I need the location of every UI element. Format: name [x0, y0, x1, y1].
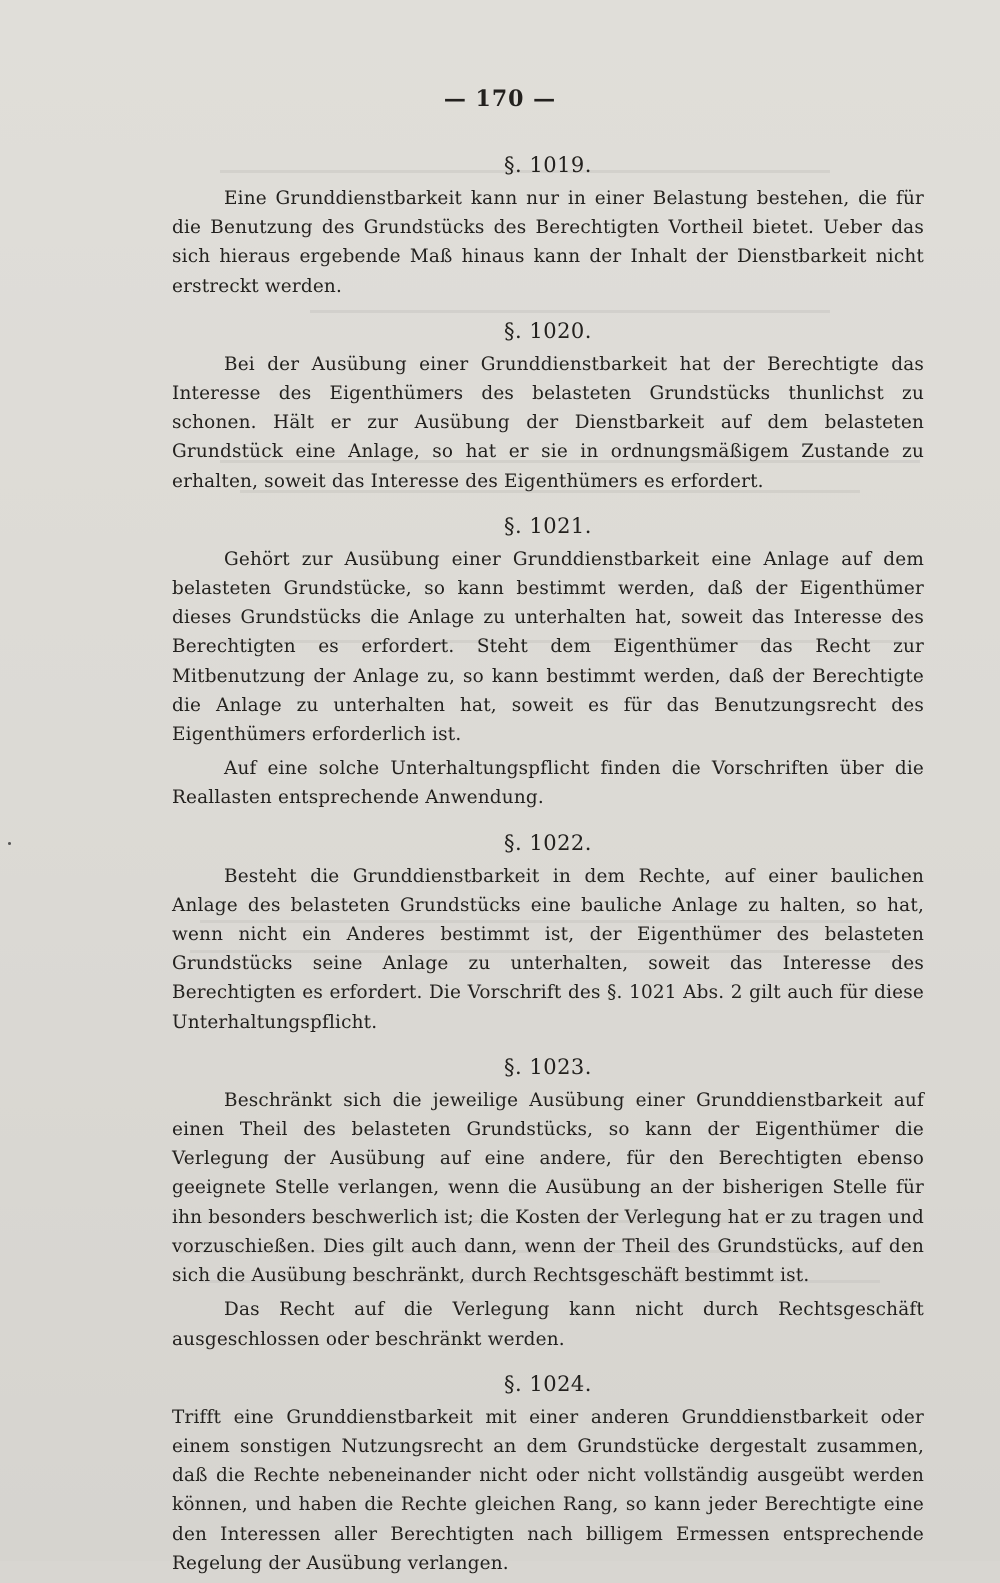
section-1022 — [172, 828, 924, 1037]
section-1020 — [172, 316, 924, 496]
section-heading: §. 1020. — [504, 318, 592, 343]
section-1024 — [172, 1369, 924, 1578]
section-heading: §. 1022. — [504, 830, 592, 855]
section-heading: §. 1019. — [504, 153, 592, 177]
section-paragraph: Das Recht auf die Verlegung kann nicht durch Rechtsgeschäft ausgeschlossen oder beschränkt werden. — [172, 1299, 924, 1350]
margin-speck — [8, 842, 11, 845]
page-number: — 170 — — [443, 86, 557, 112]
section-paragraph: Bei der Ausübung einer Grunddienstbarkeit hat der Berechtigte das Interesse des Eigenthümers des belasteten Grundstücks thunlichst zu schonen. Hält er zur Ausübung der Dienstbarkeit auf dem belasteten Grundstück eine Anlage, so hat er sie in ordnungsmäßigem Zustande zu erhalten, soweit das Interesse des Eigenthümers es erfordert. — [172, 353, 924, 492]
section-1021 — [172, 511, 924, 813]
section-paragraph: Gehört zur Ausübung einer Grunddienstbarkeit eine Anlage auf dem belasteten Grundstücke, so kann bestimmt werden, daß der Eigenthümer dieses Grundstücks die Anlage zu unterhalten hat, soweit das Interesse des Berechtigten es erfordert. Steht dem Eigenthümer das Recht zur Mitbenutzung der Anlage zu, so kann bestimmt werden, daß der Berechtigte die Anlage zu unterhalten hat, soweit es für das Benutzungsrecht des Eigenthümers erforderlich ist. — [172, 548, 924, 746]
section-1019 — [172, 150, 924, 301]
section-paragraph: Beschränkt sich die jeweilige Ausübung einer Grunddienstbarkeit auf einen Theil des belasteten Grundstücks, so kann der Eigenthümer die Verlegung der Ausübung auf eine andere, für den Berechtigten ebenso geeignete Stelle verlangen, wenn die Ausübung an der bisherigen Stelle für ihn besonders beschwerlich ist; die Kosten der Verlegung hat er zu tragen und vorzuschießen. Dies gilt auch dann, wenn der Theil des Grundstücks, auf den sich die Ausübung beschränkt, durch Rechtsgeschäft bestimmt ist. — [172, 1089, 924, 1287]
section-heading: §. 1024. — [504, 1371, 592, 1396]
section-paragraph: Besteht die Grunddienstbarkeit in dem Rechte, auf einer baulichen Anlage des belasteten Grundstücks eine bauliche Anlage zu halten, so hat, wenn nicht ein Anderes bestimmt ist, der Eigenthümer des belasteten Grundstücks seine Anlage zu unterhalten, soweit das Interesse des Berechtigten es erfordert. Die Vorschrift des §. 1021 Abs. 2 gilt auch für diese Unterhaltungspflicht. — [172, 865, 924, 1033]
section-1023 — [172, 1052, 924, 1354]
section-paragraph: Trifft eine Grunddienstbarkeit mit einer anderen Grunddienstbarkeit oder einem sonstigen Nutzungsrecht an dem Grundstücke dergestalt zusammen, daß die Rechte nebeneinander nicht oder nicht vollständig ausgeübt werden können, und haben die Rechte gleichen Rang, so kann jeder Berechtigte eine den Interessen aller Berechtigten nach billigem Ermessen entsprechende Regelung der Ausübung verlangen. — [172, 1406, 924, 1574]
section-paragraph: Eine Grunddienstbarkeit kann nur in einer Belastung bestehen, die für die Benutzung des Grundstücks des Berechtigten Vortheil bietet. Ueber das sich hieraus ergebende Maß hinaus kann der Inhalt der Dienstbarkeit nicht erstreckt werden. — [172, 188, 924, 297]
section-heading: §. 1021. — [504, 513, 592, 538]
section-paragraph: Auf eine solche Unterhaltungspflicht finden die Vorschriften über die Reallasten entsprechende Anwendung. — [172, 758, 924, 809]
page-body — [172, 150, 924, 1583]
section-heading: §. 1023. — [504, 1054, 592, 1079]
